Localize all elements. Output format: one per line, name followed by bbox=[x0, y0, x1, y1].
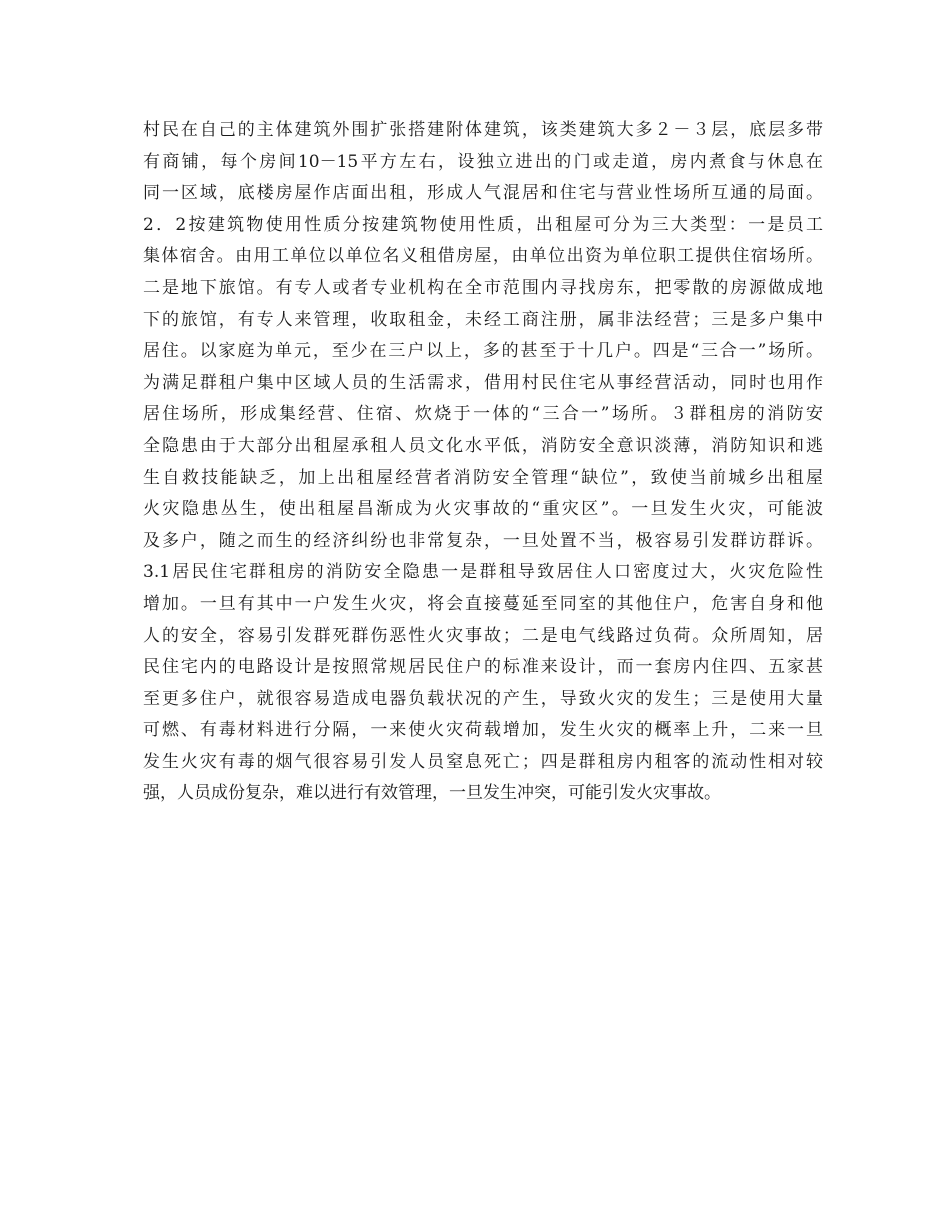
text-line: 民住宅内的电路设计是按照常规居民住户的标准来设计，而一套房内住四、五家甚 bbox=[143, 657, 823, 678]
text-line: 全隐患由于大部分出租屋承租人员文化水平低，消防安全意识淡薄，消防知识和逃 bbox=[143, 435, 823, 456]
text-line: 有商铺，每个房间10－15平方左右，设独立进出的门或走道，房内煮食与休息在 bbox=[143, 151, 823, 172]
text-line: 下的旅馆，有专人来管理，收取租金，未经工商注册，属非法经营；三是多户集中 bbox=[143, 309, 823, 330]
body-text bbox=[143, 115, 823, 810]
text-line: 村民在自己的主体建筑外围扩张搭建附体建筑，该类建筑大多２－３层，底层多带 bbox=[143, 120, 823, 140]
text-line: 可燃、有毒材料进行分隔，一来使火灾荷载增加，发生火灾的概率上升，二来一旦 bbox=[143, 720, 823, 741]
text-line: 同一区域，底楼房屋作店面出租，形成人气混居和住宅与营业性场所互通的局面。 bbox=[143, 183, 823, 204]
text-line: 人的安全，容易引发群死群伤恶性火灾事故；二是电气线路过负荷。众所周知，居 bbox=[143, 625, 823, 646]
text-line: 火灾隐患丛生，使出租屋昌渐成为火灾事故的“重灾区”。一旦发生火灾，可能波 bbox=[143, 499, 823, 520]
text-line: 为满足群租户集中区域人员的生活需求，借用村民住宅从事经营活动，同时也用作 bbox=[143, 372, 823, 393]
text-line: 二是地下旅馆。有专人或者专业机构在全市范围内寻找房东，把零散的房源做成地 bbox=[143, 277, 823, 298]
text-line: 及多户，随之而生的经济纠纷也非常复杂，一旦处置不当，极容易引发群访群诉。 bbox=[143, 530, 823, 551]
text-line: 生自救技能缺乏，加上出租屋经营者消防安全管理“缺位”，致使当前城乡出租屋 bbox=[143, 467, 823, 488]
text-line: 增加。一旦有其中一户发生火灾，将会直接蔓延至同室的其他住户，危害自身和他 bbox=[143, 593, 823, 614]
text-line: 至更多住户，就很容易造成电器负载状况的产生，导致火灾的发生；三是使用大量 bbox=[143, 688, 823, 709]
text-line: 集体宿舍。由用工单位以单位名义租借房屋，由单位出资为单位职工提供住宿场所。 bbox=[143, 246, 823, 267]
text-line: 强，人员成份复杂，难以进行有效管理，一旦发生冲突，可能引发火灾事故。 bbox=[143, 783, 721, 804]
text-line: 居住。以家庭为单元，至少在三户以上，多的甚至于十几户。四是“三合一”场所。 bbox=[143, 341, 823, 362]
text-line: 发生火灾有毒的烟气很容易引发人员窒息死亡；四是群租房内租客的流动性相对较 bbox=[143, 751, 823, 772]
text-line: 居住场所，形成集经营、住宿、炊烧于一体的“三合一”场所。３群租房的消防安 bbox=[143, 404, 823, 425]
text-line: 3.1居民住宅群租房的消防安全隐患一是群租导致居住人口密度过大，火灾危险性 bbox=[143, 562, 823, 583]
text-line: 2．2按建筑物使用性质分按建筑物使用性质，出租屋可分为三大类型：一是员工 bbox=[143, 214, 823, 235]
